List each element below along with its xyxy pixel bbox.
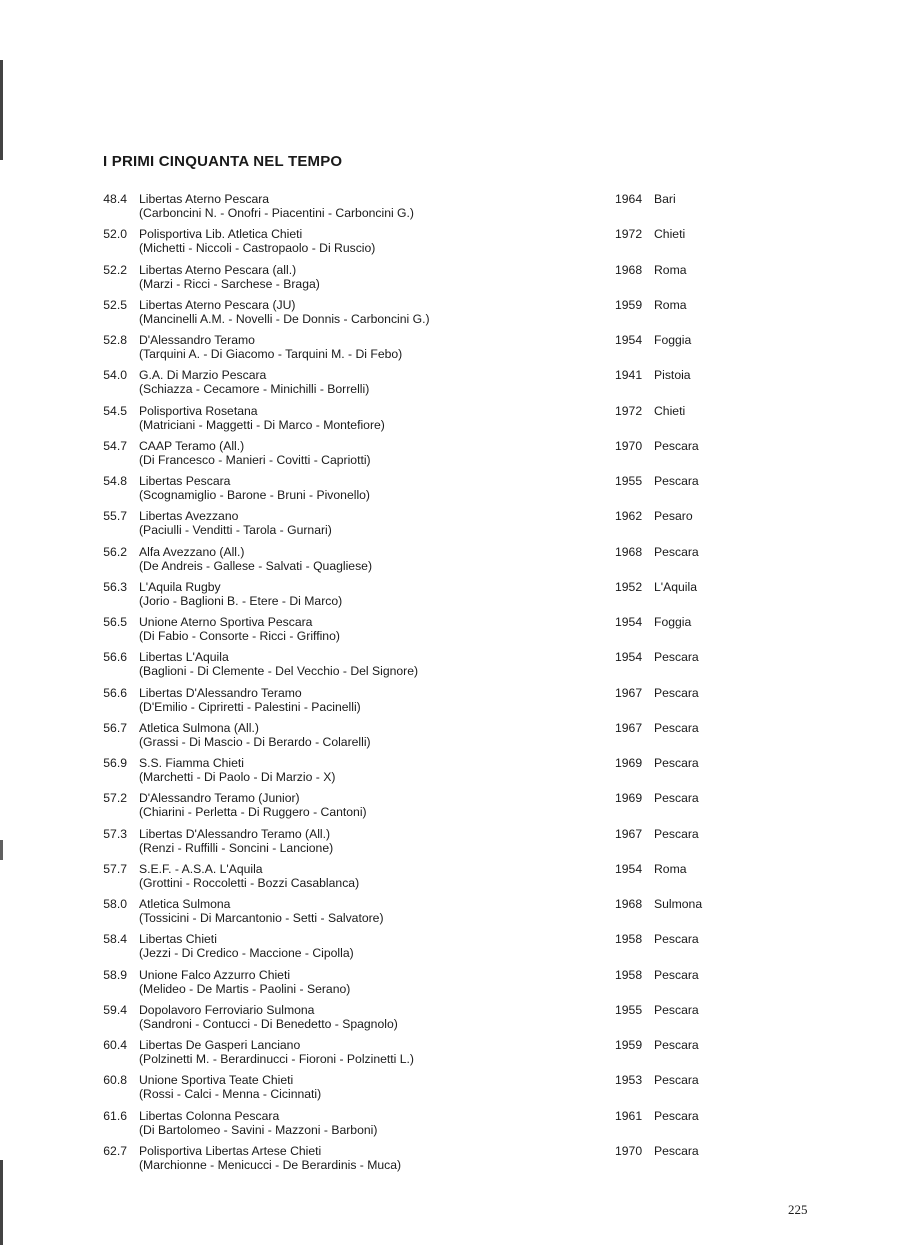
record-row	[0, 440, 900, 475]
record-time: 60.8	[103, 1073, 127, 1088]
record-team: Unione Sportiva Teate Chieti	[139, 1073, 294, 1088]
record-time: 58.4	[103, 932, 127, 947]
record-team: Dopolavoro Ferroviario Sulmona	[139, 1002, 315, 1017]
record-members: (Di Fabio - Consorte - Ricci - Griffino)	[139, 629, 340, 643]
record-team: Libertas Aterno Pescara	[139, 192, 270, 206]
record-members: (Sandroni - Contucci - Di Benedetto - Spagnolo)	[139, 1016, 398, 1031]
record-place: Foggia	[654, 333, 692, 347]
record-team: Polisportiva Rosetana	[139, 403, 258, 418]
record-year: 1967	[615, 826, 643, 841]
record-year: 1969	[615, 791, 643, 806]
record-time: 54.0	[103, 368, 127, 383]
record-row	[0, 722, 900, 757]
record-year: 1953	[615, 1073, 643, 1088]
record-row	[0, 651, 900, 686]
record-year: 1970	[615, 1143, 643, 1158]
record-row	[0, 299, 900, 334]
record-place: Pescara	[654, 932, 699, 947]
record-time: 58.9	[103, 967, 127, 982]
record-year: 1955	[615, 474, 643, 488]
record-team: G.A. Di Marzio Pescara	[139, 368, 267, 383]
record-team: Libertas Chieti	[139, 932, 217, 947]
record-time: 60.4	[103, 1038, 127, 1052]
record-members: (Scognamiglio - Barone - Bruni - Pivonello)	[139, 488, 370, 502]
record-year: 1962	[615, 509, 643, 524]
record-time: 62.7	[103, 1143, 127, 1158]
record-team: Libertas Pescara	[139, 474, 231, 488]
record-row	[0, 757, 900, 792]
record-time: 54.7	[103, 438, 127, 453]
record-members: (Grottini - Roccoletti - Bozzi Casablanca)	[139, 875, 360, 890]
record-place: Pescara	[654, 650, 699, 665]
record-year: 1961	[615, 1108, 643, 1123]
record-row	[0, 828, 900, 863]
record-place: Sulmona	[654, 897, 703, 911]
record-year: 1959	[615, 1038, 643, 1052]
record-year: 1954	[615, 615, 643, 629]
record-place: Roma	[654, 262, 687, 277]
record-place: Pescara	[654, 1002, 699, 1017]
record-row	[0, 1145, 900, 1180]
record-time: 57.2	[103, 791, 127, 806]
record-time: 61.6	[103, 1108, 127, 1123]
record-place: Pescara	[654, 791, 699, 806]
record-row	[0, 334, 900, 369]
record-year: 1959	[615, 297, 643, 312]
record-time: 56.6	[103, 685, 127, 700]
record-row	[0, 228, 900, 263]
record-row	[0, 581, 900, 616]
record-time: 56.5	[103, 615, 127, 629]
record-team: Libertas De Gasperi Lanciano	[139, 1038, 301, 1052]
record-year: 1968	[615, 262, 643, 277]
record-team: L'Aquila Rugby	[139, 579, 221, 594]
record-row	[0, 1039, 900, 1074]
record-time: 48.4	[103, 192, 127, 206]
record-time: 52.8	[103, 333, 127, 347]
record-time: 59.4	[103, 1002, 127, 1017]
record-members: (Carboncini N. - Onofri - Piacentini - Carboncini G.)	[139, 206, 414, 220]
record-place: Roma	[654, 297, 687, 312]
record-place: Foggia	[654, 615, 692, 629]
record-time: 56.7	[103, 720, 127, 735]
record-time: 58.0	[103, 897, 127, 911]
record-place: Roma	[654, 861, 687, 876]
record-year: 1968	[615, 544, 643, 559]
record-place: Pescara	[654, 1108, 699, 1123]
record-members: (Renzi - Ruffilli - Soncini - Lancione)	[139, 840, 334, 855]
record-place: Pescara	[654, 1038, 699, 1052]
page-number: 225	[788, 1202, 808, 1217]
record-time: 52.5	[103, 297, 127, 312]
record-row	[0, 546, 900, 581]
record-team: Unione Falco Azzurro Chieti	[139, 967, 291, 982]
page-title: I PRIMI CINQUANTA NEL TEMPO	[103, 153, 343, 170]
record-members: (D'Emilio - Cipriretti - Palestini - Pacinelli)	[139, 699, 361, 714]
record-team: Libertas D'Alessandro Teramo	[139, 685, 302, 700]
record-members: (Chiarini - Perletta - Di Ruggero - Cantoni)	[139, 805, 367, 820]
record-place: Chieti	[654, 227, 686, 242]
record-row	[0, 475, 900, 510]
record-year: 1958	[615, 932, 643, 947]
record-year: 1968	[615, 897, 643, 911]
record-members: (Rossi - Calci - Menna - Cicinnati)	[139, 1087, 322, 1102]
record-year: 1955	[615, 1002, 643, 1017]
record-year: 1967	[615, 685, 643, 700]
record-place: Pescara	[654, 826, 699, 841]
record-members: (De Andreis - Gallese - Salvati - Quagliese)	[139, 558, 373, 573]
record-team: Atletica Sulmona (All.)	[139, 720, 259, 735]
record-members: (Paciulli - Venditti - Tarola - Gurnari)	[139, 523, 332, 538]
record-members: (Polzinetti M. - Berardinucci - Fioroni - Polzinetti L.)	[139, 1052, 414, 1066]
record-team: D'Alessandro Teramo (Junior)	[139, 791, 300, 806]
record-row	[0, 616, 900, 651]
record-year: 1954	[615, 333, 643, 347]
record-year: 1941	[615, 368, 643, 383]
record-time: 56.2	[103, 544, 127, 559]
record-members: (Melideo - De Martis - Paolini - Serano)	[139, 981, 351, 996]
record-row	[0, 405, 900, 440]
record-row	[0, 193, 900, 228]
record-place: Pescara	[654, 1073, 699, 1088]
record-team: Libertas Avezzano	[139, 509, 239, 524]
record-row	[0, 510, 900, 545]
record-time: 54.8	[103, 474, 127, 488]
record-team: S.S. Fiamma Chieti	[139, 756, 244, 770]
record-time: 56.6	[103, 650, 127, 665]
record-year: 1970	[615, 438, 643, 453]
record-members: (Jezzi - Di Credico - Maccione - Cipolla)	[139, 946, 354, 961]
record-row	[0, 863, 900, 898]
record-place: Pescara	[654, 685, 699, 700]
record-team: CAAP Teramo (All.)	[139, 438, 245, 453]
record-members: (Mancinelli A.M. - Novelli - De Donnis - Carboncini G.)	[139, 311, 430, 326]
record-place: L'Aquila	[654, 579, 697, 594]
record-place: Bari	[654, 192, 676, 206]
record-time: 57.7	[103, 861, 127, 876]
record-row	[0, 1004, 900, 1039]
record-place: Pescara	[654, 438, 699, 453]
record-year: 1972	[615, 227, 643, 242]
record-members: (Marchetti - Di Paolo - Di Marzio - X)	[139, 770, 336, 784]
record-place: Pistoia	[654, 368, 691, 383]
record-members: (Schiazza - Cecamore - Minichilli - Borrelli)	[139, 382, 370, 397]
record-place: Chieti	[654, 403, 686, 418]
record-year: 1969	[615, 756, 643, 770]
record-year: 1958	[615, 967, 643, 982]
record-row	[0, 1074, 900, 1109]
records-list	[0, 193, 900, 1180]
record-members: (Di Francesco - Manieri - Covitti - Capriotti)	[139, 452, 371, 467]
record-year: 1972	[615, 403, 643, 418]
record-row	[0, 969, 900, 1004]
record-members: (Tossicini - Di Marcantonio - Setti - Salvatore)	[139, 911, 384, 925]
record-members: (Matriciani - Maggetti - Di Marco - Montefiore)	[139, 417, 385, 432]
record-place: Pescara	[654, 1143, 699, 1158]
record-team: Libertas L'Aquila	[139, 650, 229, 665]
record-time: 55.7	[103, 509, 127, 524]
record-place: Pescara	[654, 474, 699, 488]
record-team: Atletica Sulmona	[139, 897, 231, 911]
record-team: Libertas Aterno Pescara (JU)	[139, 297, 296, 312]
record-time: 57.3	[103, 826, 127, 841]
record-members: (Michetti - Niccoli - Castropaolo - Di Ruscio)	[139, 241, 376, 256]
record-row	[0, 933, 900, 968]
record-place: Pescara	[654, 967, 699, 982]
record-members: (Di Bartolomeo - Savini - Mazzoni - Barboni)	[139, 1122, 378, 1137]
record-members: (Marzi - Ricci - Sarchese - Braga)	[139, 276, 320, 291]
record-time: 56.9	[103, 756, 127, 770]
record-year: 1967	[615, 720, 643, 735]
record-time: 54.5	[103, 403, 127, 418]
record-row	[0, 264, 900, 299]
record-members: (Baglioni - Di Clemente - Del Vecchio - Del Signore)	[139, 664, 419, 679]
record-place: Pesaro	[654, 509, 693, 524]
record-team: Alfa Avezzano (All.)	[139, 544, 245, 559]
record-team: Polisportiva Lib. Atletica Chieti	[139, 227, 303, 242]
record-row	[0, 898, 900, 933]
record-time: 52.0	[103, 227, 127, 242]
record-year: 1964	[615, 192, 643, 206]
record-row	[0, 369, 900, 404]
record-team: Libertas Colonna Pescara	[139, 1108, 280, 1123]
record-members: (Jorio - Baglioni B. - Etere - Di Marco)	[139, 593, 343, 608]
record-row	[0, 1110, 900, 1145]
record-row	[0, 687, 900, 722]
record-place: Pescara	[654, 756, 699, 770]
record-place: Pescara	[654, 720, 699, 735]
record-members: (Grassi - Di Mascio - Di Berardo - Colarelli)	[139, 734, 371, 749]
record-team: Libertas Aterno Pescara (all.)	[139, 262, 297, 277]
record-row	[0, 792, 900, 827]
record-year: 1954	[615, 861, 643, 876]
record-year: 1952	[615, 579, 643, 594]
record-team: S.E.F. - A.S.A. L'Aquila	[139, 861, 263, 876]
record-team: Libertas D'Alessandro Teramo (All.)	[139, 826, 331, 841]
record-members: (Tarquini A. - Di Giacomo - Tarquini M. - Di Febo)	[139, 347, 403, 361]
record-team: D'Alessandro Teramo	[139, 333, 255, 347]
record-place: Pescara	[654, 544, 699, 559]
record-time: 52.2	[103, 262, 127, 277]
record-time: 56.3	[103, 579, 127, 594]
record-year: 1954	[615, 650, 643, 665]
record-team: Polisportiva Libertas Artese Chieti	[139, 1143, 322, 1158]
record-members: (Marchionne - Menicucci - De Berardinis - Muca)	[139, 1157, 402, 1172]
record-team: Unione Aterno Sportiva Pescara	[139, 615, 313, 629]
